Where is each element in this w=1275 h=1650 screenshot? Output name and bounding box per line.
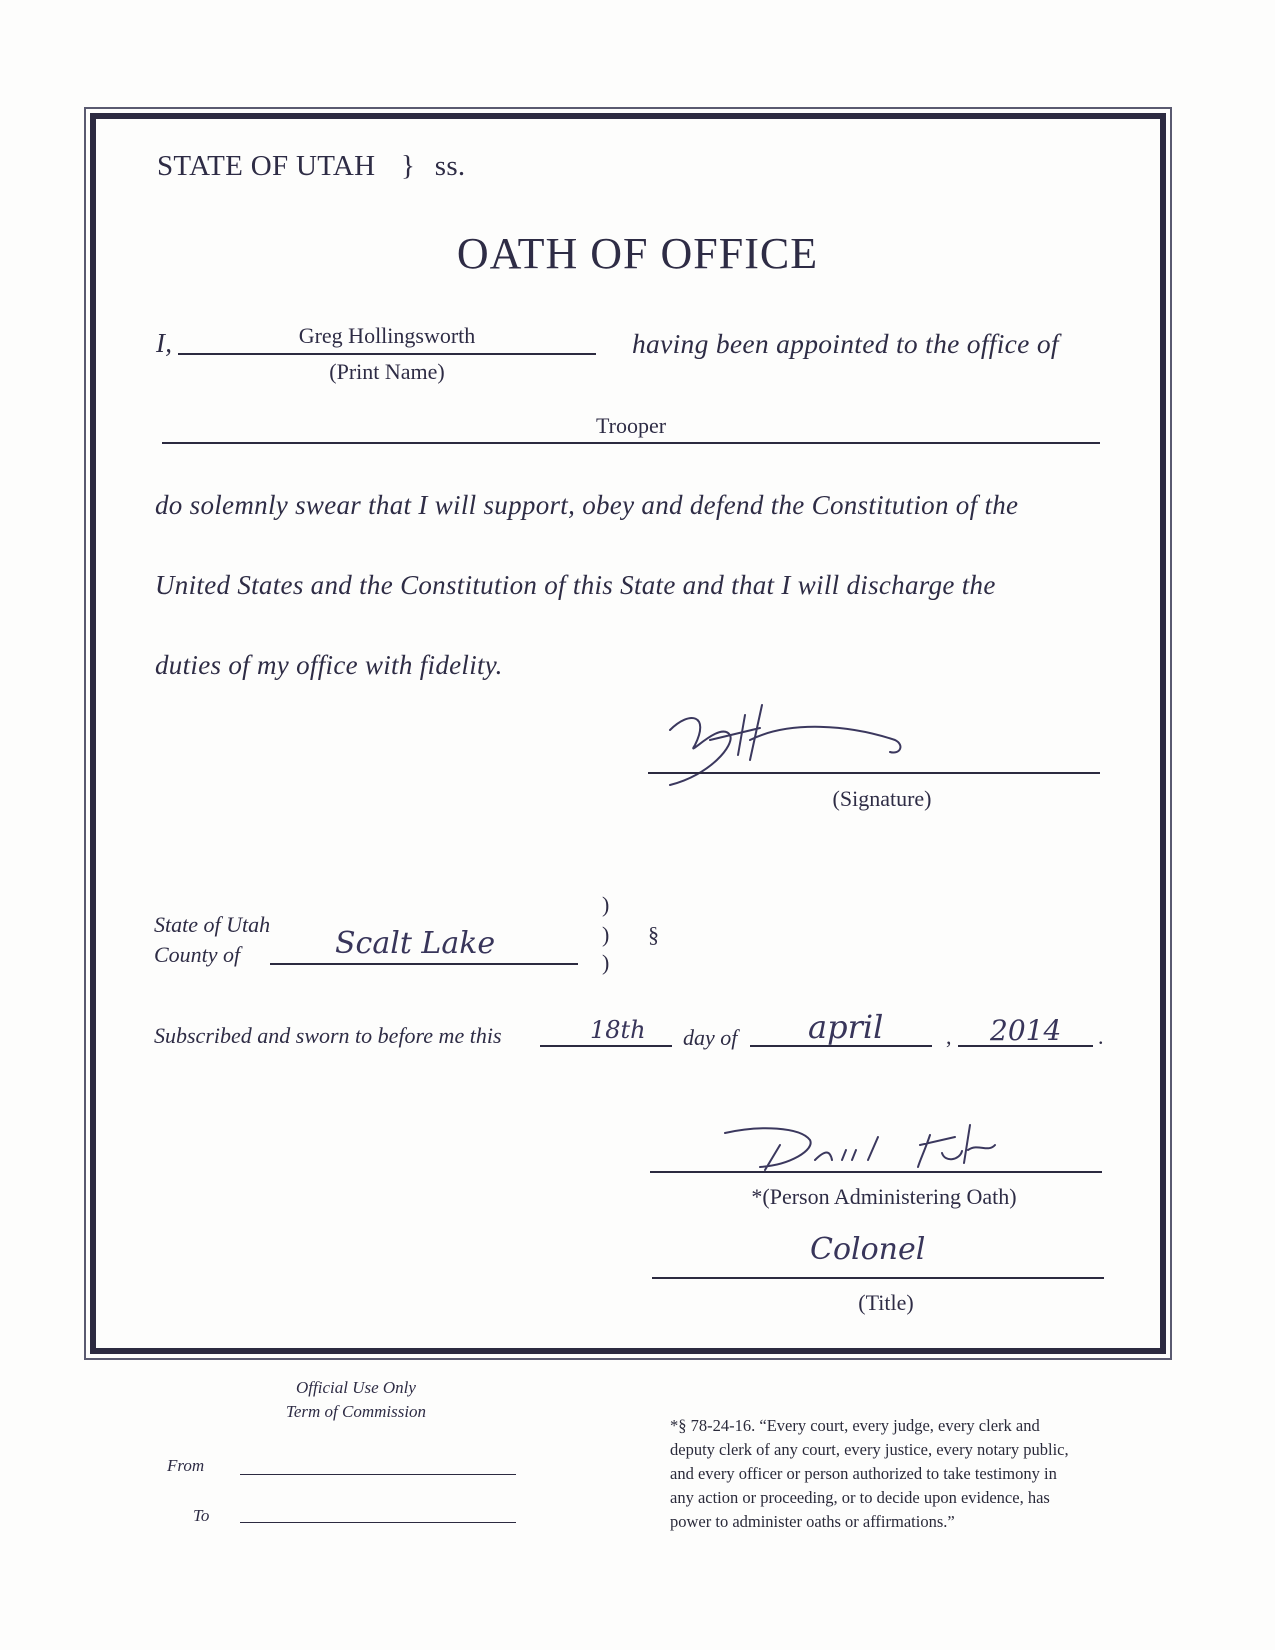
state-heading-text: STATE OF UTAH [157,150,376,182]
day-of-label: day of [683,1025,738,1050]
statute-footnote [670,1414,1190,1534]
oath-i-label: I, [156,328,173,358]
day-line [540,1045,672,1047]
county-line [270,963,578,965]
footnote-line: and every officer or person authorized to take testimony in [670,1464,1057,1483]
footnote-line: *§ 78-24-16. “Every court, every judge, every clerk and [670,1416,1040,1435]
print-name-caption: (Print Name) [329,359,445,384]
venue-paren-2: ) [602,922,610,947]
footnote-line: deputy clerk of any court, every justice, every notary public, [670,1440,1069,1459]
to-line [240,1522,516,1523]
footnote-line: power to administer oaths or affirmations.” [670,1512,955,1531]
oath-text-line-1: do solemnly swear that I will support, obey and defend the Constitution of the [155,490,1019,520]
oath-text-line-3: duties of my office with fidelity. [155,650,503,680]
term-of-commission-heading: Term of Commission [285,1402,427,1421]
office-value: Trooper [595,413,667,438]
year-period: . [1098,1024,1104,1049]
day-value: 18th [590,1016,646,1044]
oath-text-line-2: United States and the Constitution of this State and that I will discharge the [155,570,996,600]
appointed-text: having been appointed to the office of [632,328,1059,359]
official-use-heading: Official Use Only [296,1378,416,1397]
state-heading [157,150,465,183]
to-label: To [193,1506,210,1525]
month-value: april [808,1008,884,1046]
administrator-title-value: Colonel [810,1232,926,1267]
oath-signature [650,700,950,790]
county-value: Scalt Lake [335,926,496,961]
venue-paren-3: ) [602,950,610,975]
office-line [162,442,1100,444]
from-line [240,1474,516,1475]
subscribed-prefix: Subscribed and sworn to before me this [154,1023,502,1048]
state-heading-brace: } [400,150,416,182]
footnote-line: any action or proceeding, or to decide upon evidence, has [670,1488,1050,1507]
document-title: OATH OF OFFICE [456,229,819,278]
title-caption: (Title) [858,1290,914,1315]
signature-line [648,772,1100,774]
administrator-line [650,1171,1102,1173]
administrator-signature [720,1115,1040,1175]
month-comma: , [946,1024,952,1049]
administrator-caption: *(Person Administering Oath) [751,1184,1017,1209]
venue-state-label: State of Utah [154,912,271,937]
title-line [652,1277,1104,1279]
venue-county-label: County of [154,942,241,967]
print-name-line [178,353,596,355]
print-name-value: Greg Hollingsworth [298,323,476,348]
signature-caption: (Signature) [832,786,932,811]
from-label: From [167,1456,205,1475]
state-heading-ss: ss. [434,150,466,182]
venue-section-mark: § [648,922,659,947]
venue-paren-1: ) [602,892,610,917]
year-value: 2014 [990,1014,1062,1047]
